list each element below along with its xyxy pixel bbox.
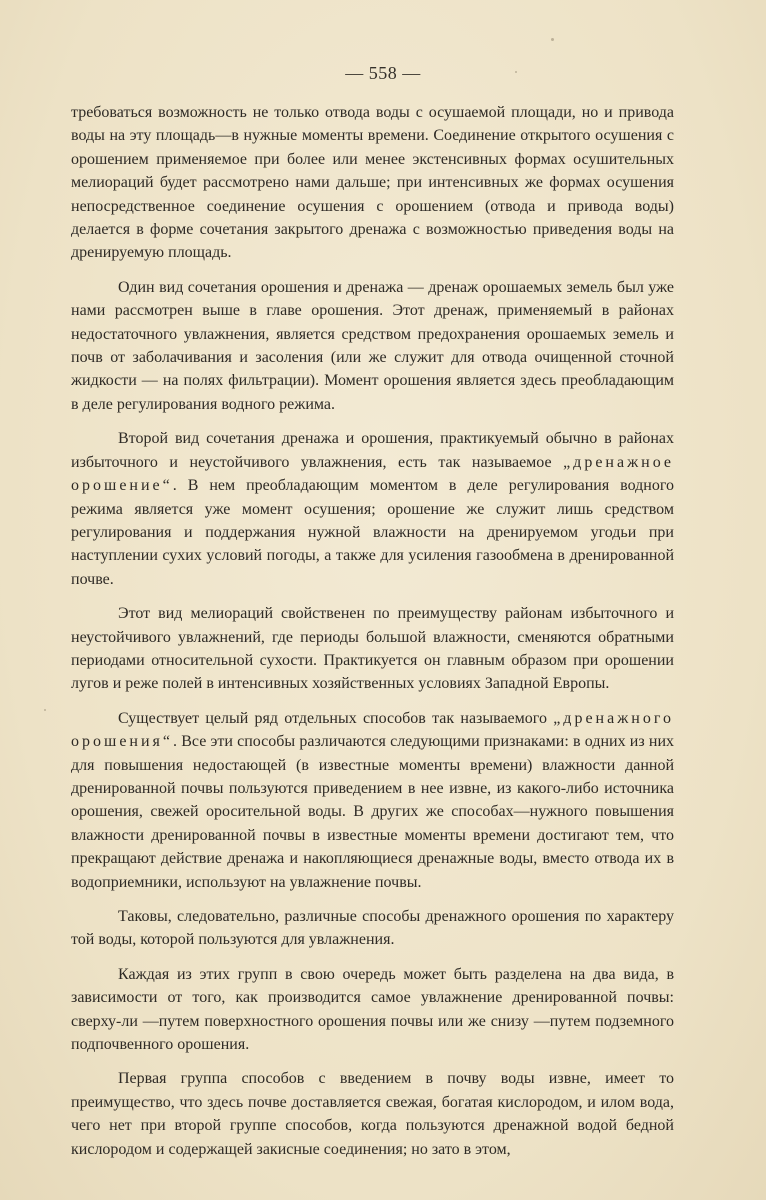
paragraph-text: Существует целый ряд отдельных способов так называемого xyxy=(118,709,554,727)
paragraph-4 xyxy=(71,602,674,696)
paragraph-8 xyxy=(71,1067,674,1161)
paragraph-text: требоваться возможность не только отвода воды с осушаемой площади, но и привода воды на эту площадь—в нужные моменты времени. Соединение открытого осушения с орошением применяемое при более или менее экстенсивных формах осушительных мелиораций будет рассмотрено нами дальше; при интенсивных же формах осушения непосредственное соединение осушения с орошением (отвода и привода воды) делается в форме сочетания закрытого дренажа с возможностью приведения воды на дренируемую площадь. xyxy=(71,104,674,262)
paragraph-7 xyxy=(71,963,674,1057)
paragraph-text: . В нем преобладающим моментом в деле регулирования водного режима является уже момент осушения; орошение же служит лишь средством регулирования и поддержания нужной влажности на дренируемом угодьи при наступлении сухих условий погоды, а также для усиления газообмена в дренированной почве. xyxy=(71,477,674,588)
paragraph-text: Второй вид сочетания дренажа и орошения, практикуемый обычно в районах избыточного и неустойчивого увлажнения, есть так называемое xyxy=(71,430,674,471)
paragraph-6 xyxy=(71,905,674,952)
paragraph-5 xyxy=(71,707,674,894)
paragraph-1 xyxy=(71,101,674,265)
spaced-term: „дренажное орошение“ xyxy=(71,453,674,495)
paper-speck xyxy=(44,709,46,711)
paragraph-text: Этот вид мелиораций свойственен по преимуществу районам избыточного и неустойчивого увлажнений, где периоды большой влажности, сменяются обратными периодами относительной сухости. Практикуется он главным образом при орошении лугов и реже полей в интенсивных хозяйственных условиях Западной Европы. xyxy=(71,605,674,693)
paragraph-text: . Все эти способы различаются следующими признаками: в одних из них для повышения недостающей (в известные моменты времени) влажности данной дренированной почвы пользуются приведением в нее извне, из какого-либо источника орошения, свежей оросительной воды. В других же способах—нужного повышения влажности дренированной почвы в известные моменты времени достигают тем, что прекращают действие дренажа и накопляющиеся дренажные воды, вместо отвода их в водоприемники, используют на увлажнение почвы. xyxy=(71,733,674,891)
body-text xyxy=(71,101,674,1172)
paragraph-2 xyxy=(71,276,674,416)
page-number: — 558 — xyxy=(345,63,421,83)
paragraph-text: Таковы, следовательно, различные способы дренажного орошения по характеру той воды, которой пользуются для увлажнения. xyxy=(71,908,674,949)
paragraph-text: Один вид сочетания орошения и дренажа — дренаж орошаемых земель был уже нами рассмотрен выше в главе орошения. Этот дренаж, применяемый в районах недостаточного увлажнения, является средством предохранения орошаемых земель и почв от заболачивания и засоления (или же служит для отвода очищенной сточной жидкости — на полях фильтрации). Момент орошения является здесь преобладающим в деле регулирования водного режима. xyxy=(71,278,674,413)
paper-speck xyxy=(551,38,554,41)
paragraph-text: Каждая из этих групп в свою очередь может быть разделена на два вида, в зависимости от того, как производится самое увлажнение дренированной почвы: сверху-ли —путем поверхностного орошения почвы или же снизу —путем подземного подпочвенного орошения. xyxy=(71,965,674,1054)
paragraph-3 xyxy=(71,427,674,591)
spaced-term: „дренажного орошения“ xyxy=(71,709,674,751)
paragraph-text: Первая группа способов с введением в почву воды извне, имеет то преимущество, что здесь почве доставляется свежая, богатая кислородом, и илом вода, чего нет при второй группе способов, когда пользуются дренажной водой бедной кислородом и содержащей закисные соединения; но зато в этом, xyxy=(71,1070,674,1158)
